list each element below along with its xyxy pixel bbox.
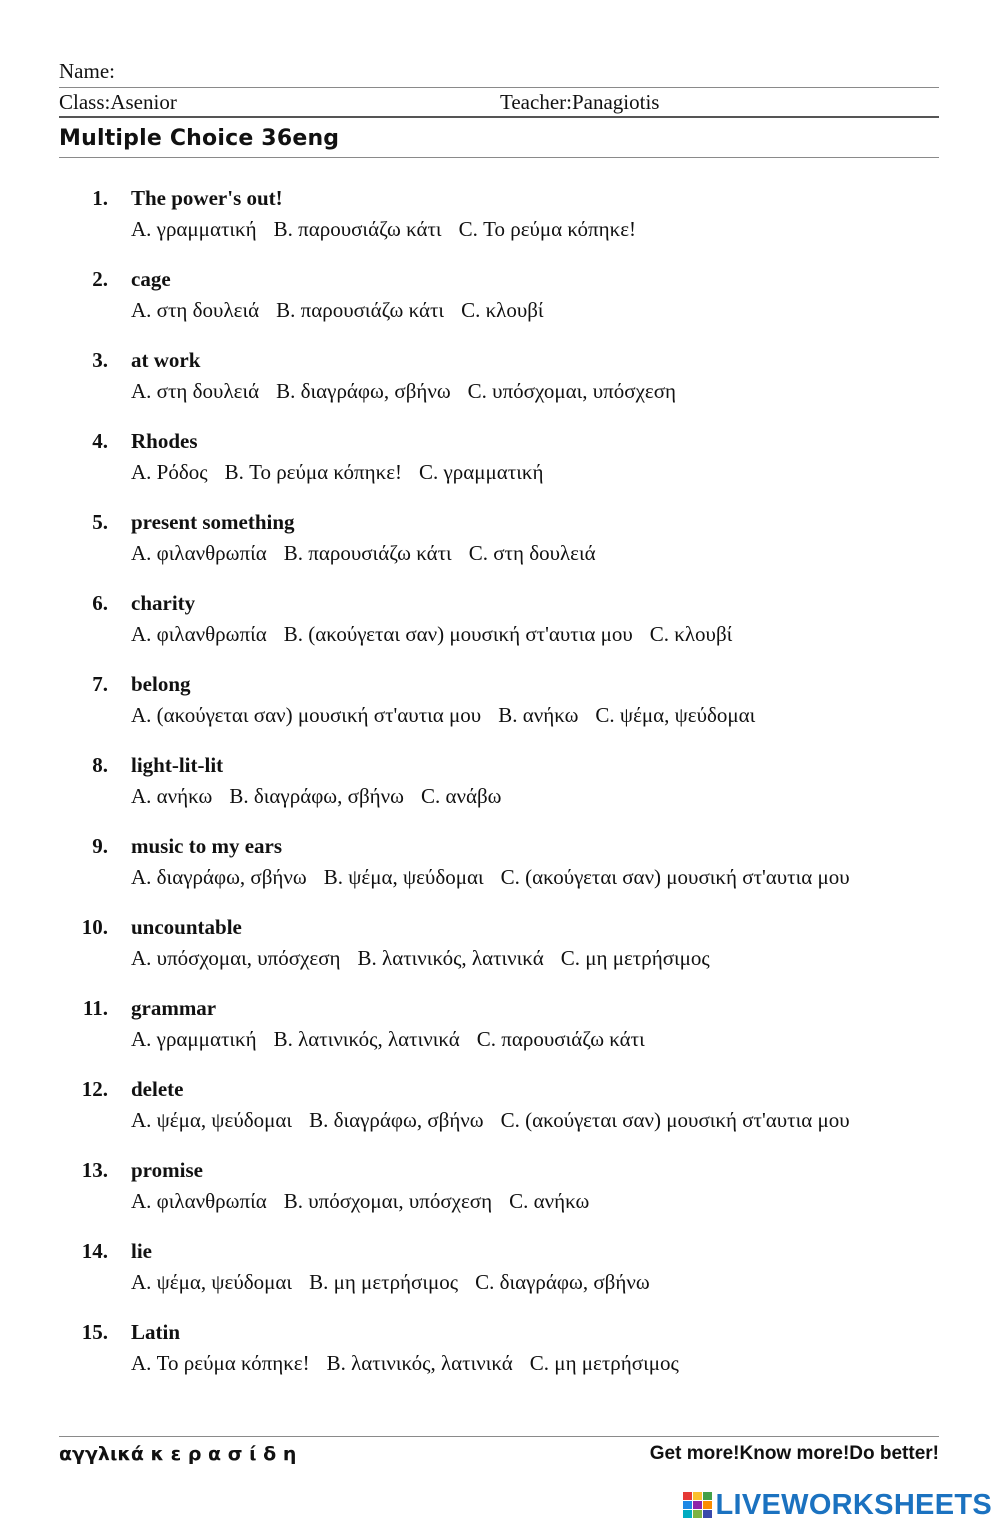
question-number: 15. <box>81 1320 108 1344</box>
question-item <box>0 829 1000 910</box>
answer-option[interactable]: A. (ακούγεται σαν) μουσική στ'αυτια μου <box>131 703 482 727</box>
answer-option[interactable]: A. Ρόδος <box>131 460 208 484</box>
question-word: at work <box>131 348 201 372</box>
question-word: present something <box>131 510 295 534</box>
question-word: The power's out! <box>131 186 283 210</box>
answer-option[interactable]: B. μη μετρήσιμος <box>309 1270 459 1294</box>
question-item <box>0 667 1000 748</box>
answer-option[interactable]: B. (ακούγεται σαν) μουσική στ'αυτια μου <box>283 622 633 646</box>
question-number: 6. <box>92 591 108 615</box>
question-number: 5. <box>92 510 108 534</box>
question-number: 9. <box>92 834 108 858</box>
answer-option[interactable]: C. ανήκω <box>509 1189 590 1213</box>
question-item <box>0 991 1000 1072</box>
answer-options <box>131 702 772 728</box>
answer-option[interactable]: A. γραμματική <box>131 217 257 241</box>
question-list <box>0 181 1000 1396</box>
question-word: promise <box>131 1158 203 1182</box>
question-word: belong <box>131 672 191 696</box>
answer-options <box>131 945 727 971</box>
answer-options <box>131 1026 662 1052</box>
answer-options <box>131 1269 667 1295</box>
question-item <box>0 586 1000 667</box>
answer-option[interactable]: C. (ακούγεται σαν) μουσική στ'αυτια μου <box>500 1108 850 1132</box>
answer-option[interactable]: C. κλουβί <box>461 298 544 322</box>
question-item <box>0 1234 1000 1315</box>
answer-option[interactable]: B. παρουσιάζω κάτι <box>276 298 445 322</box>
question-number: 2. <box>92 267 108 291</box>
question-word: cage <box>131 267 171 291</box>
question-item <box>0 1153 1000 1234</box>
question-word: uncountable <box>131 915 242 939</box>
answer-option[interactable]: B. λατινικός, λατινικά <box>326 1351 513 1375</box>
question-number: 13. <box>81 1158 108 1182</box>
answer-option[interactable]: A. Το ρεύμα κόπηκε! <box>131 1351 310 1375</box>
question-number: 3. <box>92 348 108 372</box>
logo-square <box>683 1510 692 1518</box>
class-label: Class:Asenior <box>59 90 177 114</box>
question-item <box>0 424 1000 505</box>
answer-option[interactable]: B. ανήκω <box>498 703 579 727</box>
answer-options <box>131 297 561 323</box>
answer-options <box>131 540 613 566</box>
logo-square <box>683 1492 692 1500</box>
question-word: light-lit-lit <box>131 753 224 777</box>
answer-option[interactable]: B. λατινικός, λατινικά <box>357 946 544 970</box>
answer-option[interactable]: C. ανάβω <box>420 784 502 808</box>
footer-divider <box>59 1436 939 1437</box>
answer-option[interactable]: A. διαγράφω, σβήνω <box>131 865 307 889</box>
answer-option[interactable]: B. λατινικός, λατινικά <box>273 1027 460 1051</box>
answer-options <box>131 1188 606 1214</box>
answer-option[interactable]: C. διαγράφω, σβήνω <box>475 1270 650 1294</box>
answer-option[interactable]: B. ψέμα, ψεύδομαι <box>323 865 484 889</box>
name-label: Name: <box>59 59 115 83</box>
answer-option[interactable]: A. υπόσχομαι, υπόσχεση <box>131 946 341 970</box>
question-word: music to my ears <box>131 834 283 858</box>
question-number: 11. <box>82 996 108 1020</box>
answer-options <box>131 1107 867 1133</box>
footer-right-text: Get more!Know more!Do better! <box>649 1443 939 1464</box>
question-word: lie <box>131 1239 152 1263</box>
answer-option[interactable]: A. φιλανθρωπία <box>131 1189 267 1213</box>
question-number: 14. <box>81 1239 108 1263</box>
answer-option[interactable]: B. παρουσιάζω κάτι <box>273 217 442 241</box>
question-number: 8. <box>92 753 108 777</box>
answer-option[interactable]: A. φιλανθρωπία <box>131 622 267 646</box>
answer-options <box>131 783 518 809</box>
logo-square <box>683 1501 692 1509</box>
question-item <box>0 262 1000 343</box>
answer-option[interactable]: C. μη μετρήσιμος <box>529 1351 679 1375</box>
logo-square <box>703 1510 712 1518</box>
question-number: 10. <box>81 915 108 939</box>
logo-square <box>693 1492 702 1500</box>
answer-option[interactable]: C. στη δουλειά <box>468 541 596 565</box>
liveworksheets-logo-icon <box>683 1492 713 1518</box>
brand-text: LIVEWORKSHEETS <box>715 1488 992 1521</box>
question-item <box>0 748 1000 829</box>
question-item <box>0 1072 1000 1153</box>
question-number: 1. <box>92 186 108 210</box>
logo-square <box>693 1510 702 1518</box>
header-divider <box>59 116 939 118</box>
footer-left-text: αγγλικά κ ε ρ α σ ί δ η <box>59 1443 297 1465</box>
title-divider <box>59 157 939 158</box>
answer-option[interactable]: B. διαγράφω, σβήνω <box>229 784 404 808</box>
question-item <box>0 1315 1000 1396</box>
answer-option[interactable]: A. στη δουλειά <box>131 298 260 322</box>
answer-option[interactable]: C. ψέμα, ψεύδομαι <box>595 703 756 727</box>
answer-option[interactable]: A. φιλανθρωπία <box>131 541 267 565</box>
answer-options <box>131 1350 696 1376</box>
answer-option[interactable]: A. στη δουλειά <box>131 379 260 403</box>
answer-option[interactable]: B. διαγράφω, σβήνω <box>276 379 451 403</box>
question-word: charity <box>131 591 196 615</box>
logo-square <box>693 1501 702 1509</box>
header-divider <box>59 87 939 88</box>
question-word: delete <box>131 1077 184 1101</box>
answer-option[interactable]: C. (ακούγεται σαν) μουσική στ'αυτια μου <box>500 865 850 889</box>
logo-square <box>703 1501 712 1509</box>
logo-square <box>703 1492 712 1500</box>
answer-option[interactable]: A. ψέμα, ψεύδομαι <box>131 1270 293 1294</box>
question-word: Rhodes <box>131 429 198 453</box>
question-word: grammar <box>131 996 217 1020</box>
answer-option[interactable]: C. παρουσιάζω κάτι <box>476 1027 645 1051</box>
answer-option[interactable]: B. υπόσχομαι, υπόσχεση <box>283 1189 493 1213</box>
answer-option[interactable]: A. ψέμα, ψεύδομαι <box>131 1108 293 1132</box>
teacher-label: Teacher:Panagiotis <box>500 90 660 114</box>
question-item <box>0 181 1000 262</box>
answer-option[interactable]: B. παρουσιάζω κάτι <box>283 541 452 565</box>
answer-option[interactable]: C. υπόσχομαι, υπόσχεση <box>467 379 677 403</box>
page-title: Multiple Choice 36eng <box>59 126 340 151</box>
question-number: 4. <box>92 429 108 453</box>
answer-option[interactable]: B. Το ρεύμα κόπηκε! <box>224 460 403 484</box>
liveworksheets-brand[interactable] <box>683 1488 993 1522</box>
answer-options <box>131 621 749 647</box>
answer-option[interactable]: C. μη μετρήσιμος <box>560 946 710 970</box>
answer-option[interactable]: C. κλουβί <box>649 622 733 646</box>
answer-option[interactable]: A. ανήκω <box>131 784 213 808</box>
answer-option[interactable]: A. γραμματική <box>131 1027 257 1051</box>
answer-option[interactable]: C. γραμματική <box>419 460 544 484</box>
answer-options <box>131 864 867 890</box>
answer-option[interactable]: B. διαγράφω, σβήνω <box>309 1108 484 1132</box>
answer-options <box>131 378 693 404</box>
question-number: 7. <box>92 672 108 696</box>
answer-options <box>131 459 560 485</box>
answer-option[interactable]: C. Το ρεύμα κόπηκε! <box>458 217 637 241</box>
answer-options <box>131 216 653 242</box>
question-number: 12. <box>81 1077 108 1101</box>
question-word: Latin <box>131 1320 181 1344</box>
question-item <box>0 505 1000 586</box>
question-item <box>0 910 1000 991</box>
question-item <box>0 343 1000 424</box>
